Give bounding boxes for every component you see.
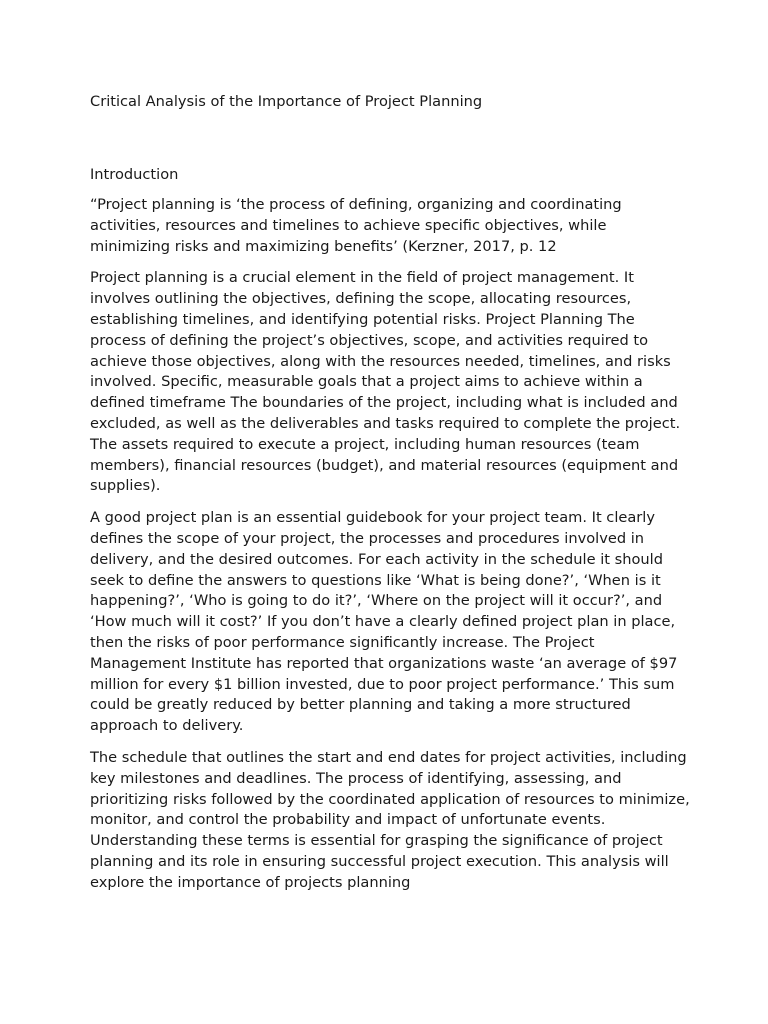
document-title: Critical Analysis of the Importance of Project Planning <box>90 93 483 110</box>
section-heading-introduction: Introduction <box>90 166 179 183</box>
paragraph-quote: “Project planning is ‘the process of defining, organizing and coordinating activities, resources and timelines to achieve specific objectives, while minimizing risks and maximizing benefits’ (Kerzner, 2017, p. 12 <box>90 196 622 255</box>
paragraph-schedule: The schedule that outlines the start and end dates for project activities, including key milestones and deadlines. The process of identifying, assessing, and prioritizing risks followed by the coordinated application of resources to minimize, monitor, and control the probability and impact of unfortunate events. Understanding these terms is essential for grasping the significance of project planning and its role in ensuring successful project execution. This analysis will explore the importance of projects planning <box>90 748 690 891</box>
paragraph-project-plan: A good project plan is an essential guidebook for your project team. It clearly defines the scope of your project, the processes and procedures involved in delivery, and the desired outcomes. For each activity in the schedule it should seek to define the answers to questions like ‘What is being done?’, ‘When is it happening?’, ‘Who is going to do it?’, ‘Where on the project will it occur?’, and ‘How much will it cost?’ If you don’t have a clearly defined project plan in place, then the risks of poor performance significantly increase. The Project Management Institute has reported that organizations waste ‘an average of $97 million for every $1 billion invested, due to poor project performance.’ This sum could be greatly reduced by better planning and taking a more structured approach to delivery. <box>90 509 678 735</box>
document-page <box>90 91 690 905</box>
paragraph-definition: Project planning is a crucial element in the field of project management. It involves outlining the objectives, defining the scope, allocating resources, establishing timelines, and identifying potential risks. Project Planning The process of defining the project’s objectives, scope, and activities required to achieve those objectives, along with the resources needed, timelines, and risks involved. Specific, measurable goals that a project aims to achieve within a defined timeframe The boundaries of the project, including what is included and excluded, as well as the deliverables and tasks required to complete the project. The assets required to execute a project, including human resources (team members), financial resources (budget), and material resources (equipment and supplies). <box>90 269 681 495</box>
